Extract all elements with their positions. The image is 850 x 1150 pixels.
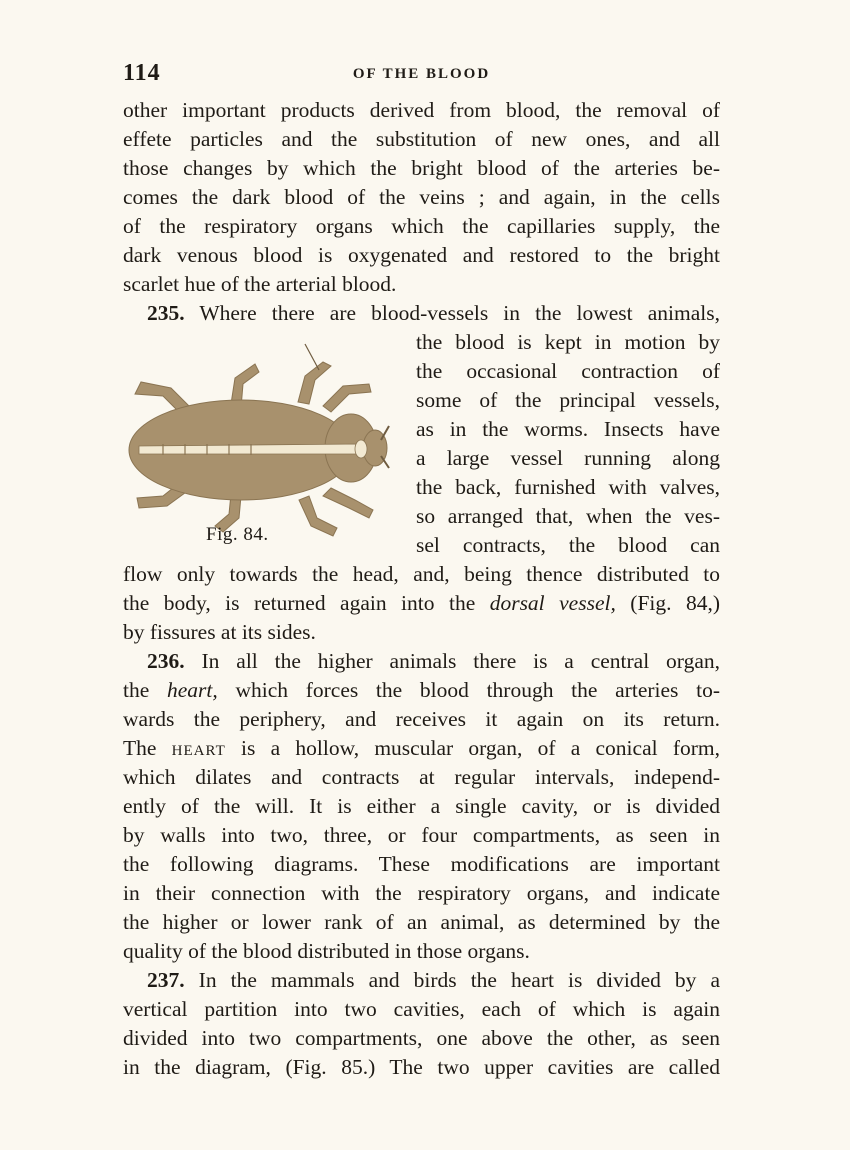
text-line: the blood is kept in motion by <box>416 330 720 354</box>
paragraph-237 <box>123 966 720 1082</box>
text-line: which dilates and contracts at regular intervals, independ- <box>123 765 720 789</box>
text-span: In all the higher animals there is a central organ, <box>201 649 720 673</box>
text-line: divided into two compartments, one above the other, as seen <box>123 1026 720 1050</box>
figure-caption: Fig. 84. <box>206 524 269 545</box>
text-line: sel contracts, the blood can <box>416 533 720 557</box>
page-number: 114 <box>123 60 161 86</box>
text-line: the higher or lower rank of an animal, as determined by the <box>123 910 720 934</box>
text-line: scarlet hue of the arterial blood. <box>123 272 397 296</box>
text-span: The <box>123 736 172 760</box>
text-span: (Fig. 84,) <box>615 591 720 615</box>
text-line: as in the worms. Insects have <box>416 417 720 441</box>
text-line: wards the periphery, and receives it again on its return. <box>123 707 720 731</box>
text-line: of the respiratory organs which the capillaries supply, the <box>123 214 720 238</box>
text-line: vertical partition into two cavities, each of which is again <box>123 997 720 1021</box>
text-line: quality of the blood distributed in those organs. <box>123 939 530 963</box>
paragraph-number: 236. <box>147 649 185 673</box>
text-line: other important products derived from blood, the removal of <box>123 98 720 122</box>
running-head: OF THE BLOOD <box>352 66 491 82</box>
paragraph-continued <box>123 96 720 299</box>
text-span: which forces the blood through the arteries to- <box>217 678 720 702</box>
text-line: the occasional contraction of <box>416 359 720 383</box>
small-caps-term: HEART <box>171 743 226 759</box>
page-body <box>123 96 720 1082</box>
italic-term: heart, <box>166 678 218 702</box>
text-span: is a hollow, muscular organ, of a conical form, <box>225 736 720 760</box>
text-line: the following diagrams. These modifications are important <box>123 852 720 876</box>
wrapped-text <box>123 328 720 560</box>
text-line: in their connection with the respiratory organs, and indicate <box>123 881 720 905</box>
text-line: a large vessel running along <box>416 446 720 470</box>
paragraph-235 <box>123 299 720 647</box>
text-line: those changes by which the bright blood of the arteries be- <box>123 156 720 180</box>
text-line: so arranged that, when the ves- <box>416 504 720 528</box>
text-span: the <box>123 678 167 702</box>
text-line: the back, furnished with valves, <box>416 475 720 499</box>
text-span: the body, is returned again into the <box>123 591 490 615</box>
paragraph-number: 235. <box>147 301 185 325</box>
text-line: some of the principal vessels, <box>416 388 720 412</box>
text-line: comes the dark blood of the veins ; and again, in the cells <box>123 185 720 209</box>
paragraph-236 <box>123 647 720 966</box>
text-line: in the diagram, (Fig. 85.) The two upper cavities are called <box>123 1055 720 1079</box>
text-line: flow only towards the head, and, being thence distributed to <box>123 562 720 586</box>
italic-term: dorsal vessel, <box>489 591 616 615</box>
text-span: Where there are blood-vessels in the lowest animals, <box>199 301 720 325</box>
figure-wrap <box>123 328 720 560</box>
text-line: by fissures at its sides. <box>123 620 316 644</box>
text-line: dark venous blood is oxygenated and restored to the bright <box>123 243 720 267</box>
text-line: effete particles and the substitution of new ones, and all <box>123 127 720 151</box>
page-header <box>123 60 720 88</box>
text-line: by walls into two, three, or four compartments, as seen in <box>123 823 720 847</box>
paragraph-number: 237. <box>147 968 185 992</box>
text-line: ently of the will. It is either a single cavity, or is divided <box>123 794 720 818</box>
text-span: In the mammals and birds the heart is divided by a <box>198 968 720 992</box>
